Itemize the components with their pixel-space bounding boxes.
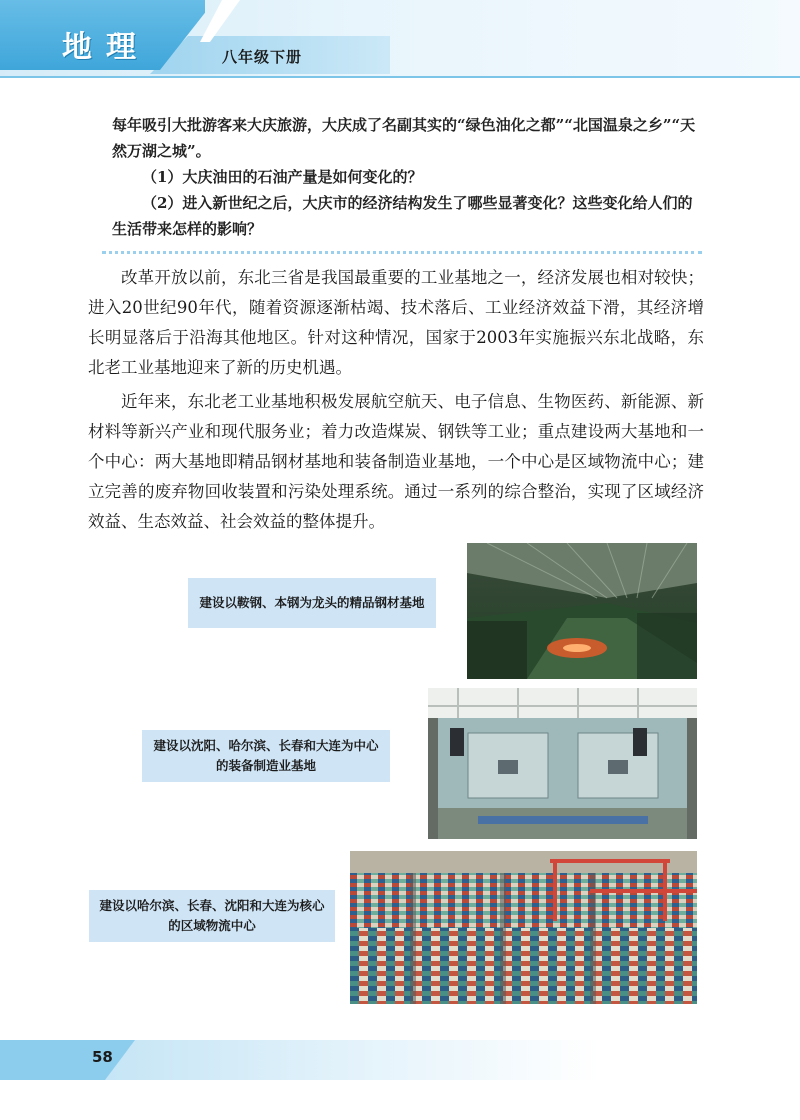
- caption-steel-base: 建设以鞍钢、本钢为龙头的精品钢材基地: [188, 578, 436, 628]
- activity-intro: 每年吸引大批游客来大庆旅游，大庆成了名副其实的“绿色油化之都”“北国温泉之乡”“天然万湖之城”。: [112, 116, 696, 160]
- logistics-port-photo: [350, 851, 697, 1004]
- grade-label: 八年级下册: [222, 48, 303, 66]
- steel-mill-photo: [467, 543, 697, 679]
- paragraph: 近年来，东北老工业基地积极发展航空航天、电子信息、生物医药、新能源、新材料等新兴产业和现代服务业；着力改造煤炭、钢铁等工业；重点建设两大基地和一个中心：两大基地即精品钢材基地和装备制造业基地，一个中心是区域物流中心；建立完善的废弃物回收装置和污染处理系统。通过一系列的综合整治，实现了区域经济效益、生态效益、社会效益的整体提升。: [88, 392, 704, 531]
- dotted-divider: [102, 251, 702, 254]
- paragraph: 改革开放以前，东北三省是我国最重要的工业基地之一，经济发展也相对较快；进入20世纪90年代，随着资源逐渐枯竭、技术落后、工业经济效益下滑，其经济增长明显落后于沿海其他地区。针对这种情况，国家于2003年实施振兴东北战略，东北老工业基地迎来了新的历史机遇。: [88, 268, 704, 377]
- activity-question-1: （1）大庆油田的石油产量是如何变化的？: [142, 168, 423, 186]
- caption-equipment-base: 建设以沈阳、哈尔滨、长春和大连为中心的装备制造业基地: [142, 730, 390, 782]
- equipment-manufacturing-photo: [428, 688, 697, 839]
- activity-question-2: （2）进入新世纪之后，大庆市的经济结构发生了哪些显著变化？这些变化给人们的生活带来怎样的影响？: [112, 194, 693, 238]
- header-divider: [0, 76, 800, 78]
- caption-logistics-center: 建设以哈尔滨、长春、沈阳和大连为核心的区域物流中心: [89, 890, 335, 942]
- subject-title: 地理: [62, 30, 150, 65]
- activity-box: [112, 112, 702, 242]
- main-text: [88, 263, 704, 541]
- page-number: 58: [92, 1048, 113, 1066]
